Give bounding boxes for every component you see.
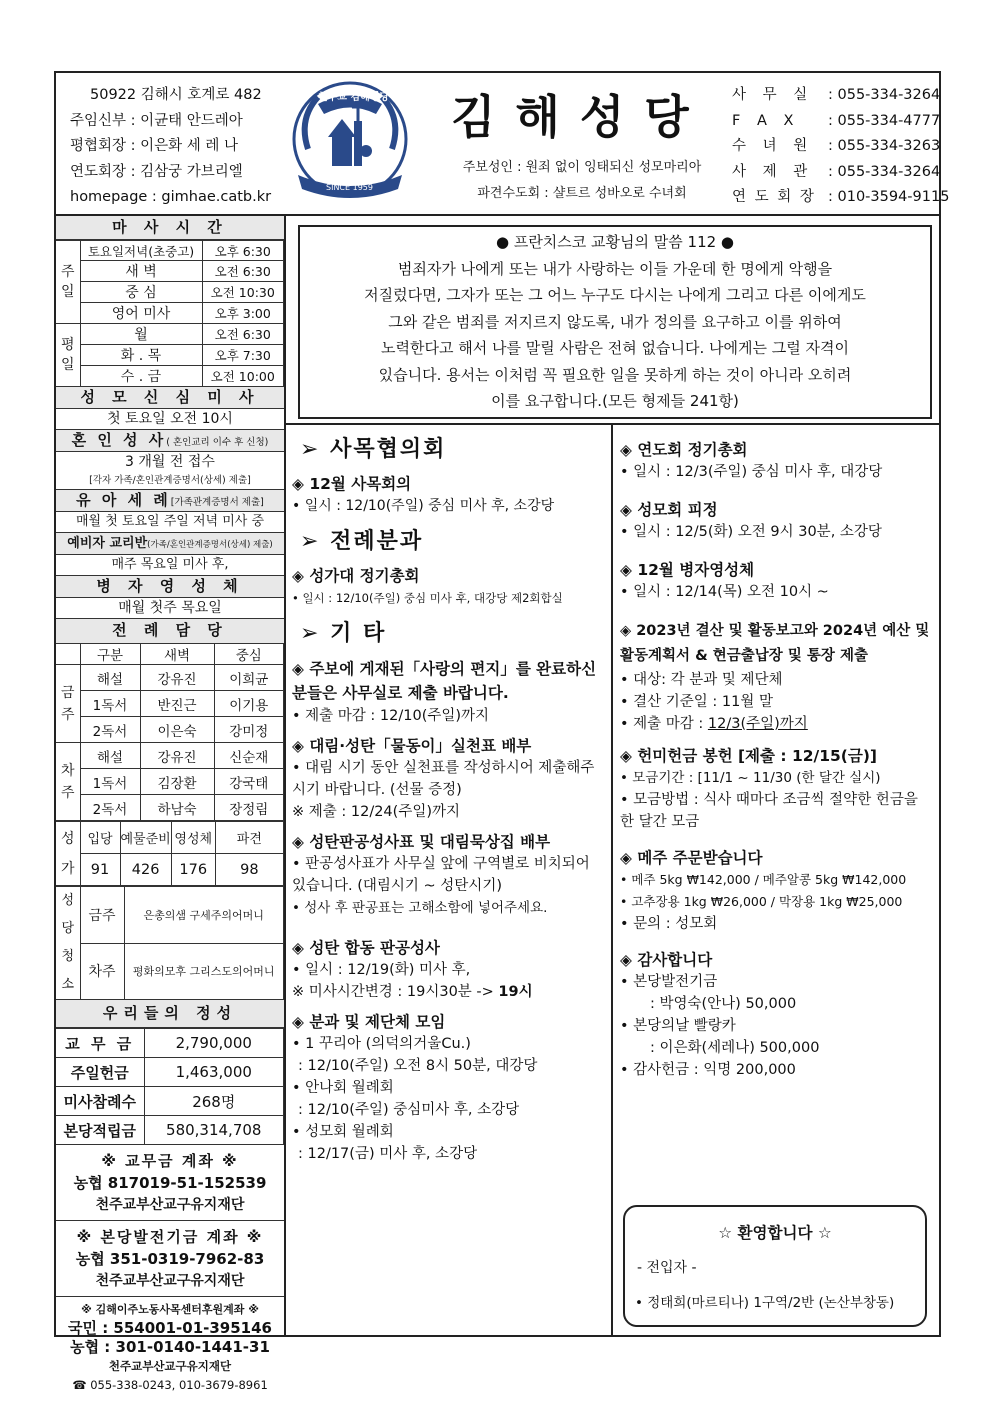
- mass-times-title: 마 사 시 간: [56, 216, 284, 240]
- table-row: 수 . 금 오전 10:00: [56, 366, 284, 387]
- weekday-label: 평일: [56, 324, 80, 387]
- quote-title: ● 프란치스코 교황님의 말씀 112 ●: [495, 233, 735, 251]
- table-row: 평일 월 오전 6:30: [56, 324, 284, 345]
- table-row: 새 벽 오전 6:30: [56, 261, 284, 282]
- table-row: 주일헌금 1,463,000: [56, 1058, 284, 1087]
- patron-saint: 주보성인 : 원죄 없이 잉태되신 성모마리아: [462, 160, 702, 175]
- table-row: 차주 해설 강유진 신순재: [56, 743, 284, 769]
- table-row: 성당청소 금주 은총의샘 구세주의어머니: [56, 887, 284, 944]
- table-row: 중 심 오전 10:30: [56, 282, 284, 303]
- wedding-title-row: 혼 인 성 사( 혼인교리 이수 후 신청): [56, 430, 284, 452]
- patron-info: [452, 155, 712, 207]
- table-row: 2독서 이은숙 강미정: [56, 717, 284, 743]
- table-row: 주일 토요일저녁(초중고) 오후 6:30: [56, 241, 284, 261]
- contact-convent: 수 녀 원 : 055-334-3263: [732, 138, 941, 154]
- catechumen-text: 매주 목요일 미사 후,: [56, 555, 284, 576]
- contact-office: 사 무 실 : 055-334-3264: [732, 87, 941, 103]
- table-row: 성가 입당 예물준비 영성체 파견: [56, 822, 284, 854]
- table-row: 1독서 김장환 강국태: [56, 769, 284, 795]
- marian-mass-text: 첫 토요일 오전 10시: [56, 409, 284, 430]
- header: [56, 73, 950, 216]
- account-church-fee: ※ 교무금 계좌 ※ 농협 817019-51-152539 천주교부산교구유지재단: [56, 1145, 284, 1221]
- liturgy-heading: ➢ 전례분과: [300, 529, 424, 554]
- hymn-table: [56, 821, 284, 886]
- table-row: 1독서 반진근 이기용: [56, 691, 284, 717]
- mass-times-table: [56, 240, 284, 387]
- liturgy-table: [56, 643, 284, 821]
- baptism-title-row: 유 아 세 례[가족관계증명서 제출]: [56, 490, 284, 512]
- notices-right-column: ◈ 연도회 정기총회 • 일시 : 12/3(주일) 중심 미사 후, 대강당 ◈ 성모회 피정 • 일시 : 12/5(화) 오전 9시 30분, 소강당 ◈ 12월 병자영성체 • 일시 : 12/14(목) 오전 10시 ~ ◈ 2023년 결산 및 활동보고와 2024년 예산 및 활동계획서 & 현금출납장 및 통장 제출 • 대상: 각 분과 및 제단체 • 결산 기준일 : 11월 말 • 제출 마감 : 12/3(주일)까지 ◈ 헌미헌금 봉헌 [제출 : 12/15(금)] • 모금기간 : [11/1 ~ 11/30 (한 달간 실시) • 모금방법 : 식사 때마다 조금씩 절약한 헌금을 한 달간 모금 ◈ 메주 주문받습니다 • 메주 5kg ₩142,000 / 메주알콩 5kg ₩142,000 • 고추장용 1kg ₩26,000 / 막장용 1kg ₩25,000 • 문의 : 성모회 ◈ 감사합니다 • 본당발전기금 : 박영숙(안나) 50,000 • 본당의날 빨랑카 : 이은화(세레나) 500,000 • 감사헌금 : 익명 200,000: [620, 441, 930, 1078]
- welcome-member: • 정태희(마르티나) 1구역/2반 (논산부창동): [635, 1295, 895, 1311]
- account-development-fund: ※ 본당발전기금 계좌 ※ 농협 351-0319-7962-83 천주교부산교구유지재단: [56, 1221, 284, 1297]
- liturgy-title: 전 례 담 당: [56, 619, 284, 643]
- pastoral-council-heading: ➢ 사목협의회: [300, 437, 447, 462]
- bulletin-frame: [54, 71, 950, 1392]
- address: 50922 김해시 호계로 482: [90, 87, 262, 103]
- left-sidebar: [56, 216, 286, 1392]
- parish-info: [70, 83, 271, 211]
- logo-text-bottom: SINCE 1959: [326, 183, 373, 192]
- parish-title: 김해성당: [451, 90, 709, 144]
- table-row: 미사참례수 268명: [56, 1087, 284, 1116]
- baptism-text: 매월 첫 토요일 주일 저녁 미사 중: [56, 512, 284, 533]
- catechumen-title-row: 예비자 교리반(가족/혼인관계증명서(상세) 제출): [56, 533, 284, 555]
- contact-fax: F A X : 055-334-4777: [732, 112, 941, 129]
- table-row: 차주 평화의모후 그리스도의어머니: [56, 943, 284, 1000]
- table-row: 영어 미사 오후 3:00: [56, 303, 284, 324]
- wedding-text: 3 개월 전 접수: [125, 454, 215, 470]
- etc-heading: ➢ 기 타: [300, 621, 387, 646]
- pope-quote-box: ● 프란치스코 교황님의 말씀 112 ● 범죄자가 나에게 또는 내가 사랑하는 이들 가운데 한 명에게 악행을 저질렀다면, 그자가 또는 그 어느 누구도 다시는 나에게 그리고 다른 이에게도 그와 같은 범죄를 저지르지 않도록, 내가 정의를 요구하고 이를 위하여 노력한다고 해서 나를 말릴 사람은 전혀 없습니다. 나에게는 그럴 자격이 있습니다. 용서는 이처럼 꼭 필요한 일을 못하게 하는 것이 아니라 오히려 이를 요구합니다.(모든 형제들 241항): [298, 225, 932, 419]
- homepage: homepage : gimhae.catb.kr: [70, 189, 272, 205]
- table-row: 91 426 176 98: [56, 854, 284, 886]
- table-row: 금주 해설 강유진 이희균: [56, 665, 284, 691]
- table-row: 2독서 하남숙 장정림: [56, 795, 284, 821]
- sick-communion-text: 매월 첫주 목요일: [56, 598, 284, 619]
- welcome-subtitle: - 전입자 -: [637, 1260, 697, 1276]
- column-divider: [611, 423, 613, 1337]
- marian-mass-title: 성 모 신 심 미 사: [56, 387, 284, 409]
- elder-president: 연도회장 : 김삼궁 가브리엘: [70, 163, 243, 180]
- table-row: 본당적립금 580,314,708: [56, 1116, 284, 1145]
- logo-text-top: 천주교 김해성당: [318, 92, 390, 103]
- cleaning-table: [56, 886, 284, 1000]
- religious-order: 파견수도회 : 샬트르 성바오로 수녀회: [477, 186, 687, 201]
- notices-left-column: ➢ 사목협의회 ◈ 12월 사목회의 • 일시 : 12/10(주일) 중심 미사 후, 소강당 ➢ 전례분과 ◈ 성가대 정기총회 • 일시 : 12/10(주일) 중심 미사 후, 대강당 제2회합실 ➢ 기 타 ◈ 주보에 게재된「사랑의 편지」를 완료하신 분들은 사무실로 제출 바랍니다. • 제출 마감 : 12/10(주일)까지 ◈ 대림·성탄「물동이」실천표 배부 • 대림 시기 동안 실천표를 작성하시어 제출해주시기 바랍니다. (선물 증정) ※ 제출 : 12/24(주일)까지 ◈ 성탄판공성사표 및 대림묵상집 배부 • 판공성사표가 사무실 앞에 구역별로 비치되어 있습니다. (대림시기 ~ 성탄시기) • 성사 후 판공표는 고해소함에 넣어주세요. ◈ 성탄 합동 판공성사 • 일시 : 12/19(화) 미사 후, ※ 미사시간변경 : 19시30분 -> 19시 ◈ 분과 및 제단체 모임 • 1 꾸리아 (의덕의거울Cu.) : 12/10(주일) 오전 8시 50분, 대강당 • 안나회 월례회 : 12/10(주일) 중심미사 후, 소강당 • 성모회 월례회 : 12/17(금) 미사 후, 소강당: [292, 429, 608, 1165]
- account-labor-ministry: ※ 김해이주노동사목센터후원계좌 ※ 국민 : 554001-01-395146 농협 : 301-0140-1441-31 천주교부산교구유지재단 ☎ 055-338-0243, 010-3679-8961: [68, 1303, 272, 1392]
- council-president: 평협회장 : 이은화 세 레 나: [70, 138, 239, 154]
- pastor: 주임신부 : 이균태 안드레아: [70, 112, 243, 129]
- contact-yeondo: 연 도 회 장 : 010-3594-9115: [732, 189, 950, 205]
- sunday-label: 주일: [56, 241, 80, 324]
- table-row: 교 무 금 2,790,000: [56, 1029, 284, 1058]
- offering-table: [56, 1028, 284, 1145]
- table-row: 화 . 목 오후 7:30: [56, 345, 284, 366]
- wedding-docs: [각자 가족/혼인관계증명서(상세) 제출]: [56, 473, 284, 490]
- welcome-title: ☆ 환영합니다 ☆: [718, 1224, 832, 1242]
- sick-communion-title: 병 자 영 성 체: [56, 576, 284, 598]
- welcome-box: [623, 1205, 927, 1327]
- contact-rectory: 사 제 관 : 055-334-3264: [732, 163, 941, 180]
- table-row: 구분 새벽 중심: [56, 644, 284, 665]
- contact-list: [728, 83, 950, 211]
- offering-title: 우리들의 정성: [56, 1000, 284, 1028]
